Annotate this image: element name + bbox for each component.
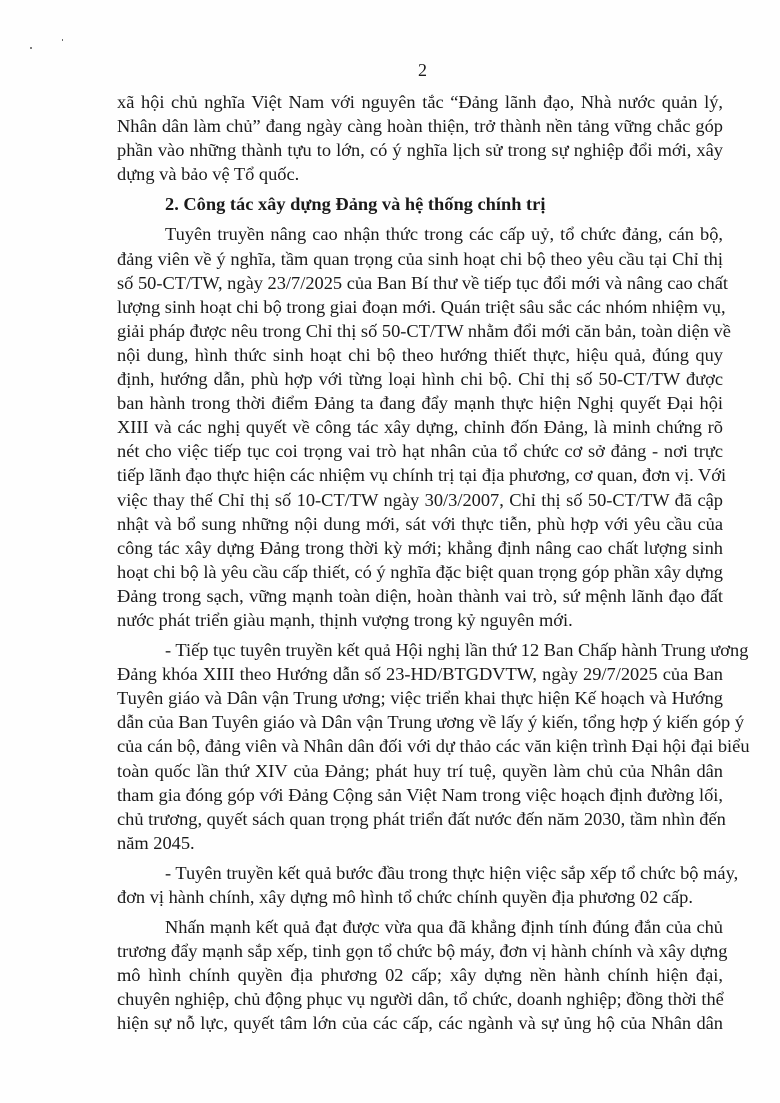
text-line: việc thay thế Chỉ thị số 10-CT/TW ngày 30/3/2007, Chỉ thị số 50-CT/TW đã cập xyxy=(117,489,723,510)
text-line: tiếp lãnh đạo thực hiện các nhiệm vụ chính trị tại địa phương, cơ quan, đơn vị. Với xyxy=(117,465,727,486)
text-line: định, hướng dẫn, phù hợp với từng loại hình chi bộ. Chỉ thị số 50-CT/TW được xyxy=(117,369,723,390)
text-line: hoạt chi bộ là yêu cầu cấp thiết, có ý nghĩa đặc biệt quan trọng góp phần xây dựng xyxy=(117,561,723,582)
text-line: Nhấn mạnh kết quả đạt được vừa qua đã khẳng định tính đúng đắn của chủ xyxy=(165,917,723,938)
document-body xyxy=(117,90,750,1042)
text-line: tham gia đóng góp với Đảng Cộng sản Việt Nam trong việc hoạch định đường lối, xyxy=(117,784,723,805)
text-line: nước phát triển giàu mạnh, thịnh vượng trong kỷ nguyên mới. xyxy=(117,609,573,630)
paragraph xyxy=(117,638,750,855)
text-line: giải pháp được nêu trong Chỉ thị số 50-CT/TW nhằm đổi mới căn bản, toàn diện về xyxy=(117,320,731,341)
text-line: của cán bộ, đảng viên và Nhân dân đối với dự thảo các văn kiện trình Đại hội đại biểu xyxy=(117,736,750,757)
text-line: Đảng trong sạch, vững mạnh toàn diện, hoàn thành vai trò, sứ mệnh lãnh đạo đất xyxy=(117,585,723,606)
paragraph xyxy=(117,915,728,1035)
text-line: đảng viên về ý nghĩa, tầm quan trọng của sinh hoạt chi bộ theo yêu cầu tại Chỉ thị xyxy=(117,248,723,269)
text-line: chủ trương, quyết sách quan trọng phát triển đất nước đến năm 2030, tầm nhìn đến xyxy=(117,808,726,829)
text-line: mô hình chính quyền địa phương 02 cấp; xây dựng nền hành chính hiện đại, xyxy=(117,965,723,986)
text-line: chuyên nghiệp, chủ động phục vụ người dân, tổ chức, doanh nghiệp; đồng thời thể xyxy=(117,989,724,1010)
scan-speck xyxy=(62,39,63,41)
text-line: Nhân dân làm chủ” đang ngày càng hoàn thiện, trở thành nền tảng vững chắc góp xyxy=(117,116,723,137)
text-line: năm 2045. xyxy=(117,832,195,853)
scan-speck xyxy=(30,47,32,49)
text-line: dựng và bảo vệ Tổ quốc. xyxy=(117,164,300,185)
text-line: số 50-CT/TW, ngày 23/7/2025 của Ban Bí thư về tiếp tục đổi mới và nâng cao chất xyxy=(117,272,728,293)
text-line: nhật và bổ sung những nội dung mới, sát với thực tiễn, phù hợp với yêu cầu của xyxy=(117,513,723,534)
text-line: Tuyên truyền nâng cao nhận thức trong các cấp uỷ, tổ chức đảng, cán bộ, xyxy=(165,224,723,245)
section-heading: 2. Công tác xây dựng Đảng và hệ thống chính trị xyxy=(165,194,546,215)
text-line: nội dung, hình thức sinh hoạt chi bộ theo hướng thiết thực, hiệu quả, đúng quy xyxy=(117,344,723,365)
text-line: công tác xây dựng Đảng trong thời kỳ mới; khẳng định nâng cao chất lượng sinh xyxy=(117,537,723,558)
text-line: trương đẩy mạnh sắp xếp, tinh gọn tổ chức bộ máy, đơn vị hành chính và xây dựng xyxy=(117,941,728,962)
text-line: XIII và các nghị quyết về công tác xây dựng, chỉnh đốn Đảng, là minh chứng rõ xyxy=(117,417,723,438)
text-line: Tuyên giáo và Dân vận Trung ương; việc triển khai thực hiện Kế hoạch và Hướng xyxy=(117,688,723,709)
text-line: dẫn của Ban Tuyên giáo và Dân vận Trung ương về lấy ý kiến, tổng hợp ý kiến góp ý xyxy=(117,712,745,733)
text-line: hiện sự nỗ lực, quyết tâm lớn của các cấp, các ngành và sự ủng hộ của Nhân dân xyxy=(117,1013,723,1034)
text-line: toàn quốc lần thứ XIV của Đảng; phát huy trí tuệ, quyền làm chủ của Nhân dân xyxy=(117,760,723,781)
paragraph xyxy=(117,222,731,632)
page-number: 2 xyxy=(418,60,427,80)
text-line: - Tuyên truyền kết quả bước đầu trong thực hiện việc sắp xếp tổ chức bộ máy, xyxy=(165,862,739,883)
paragraph xyxy=(117,861,739,909)
text-line: xã hội chủ nghĩa Việt Nam với nguyên tắc “Đảng lãnh đạo, Nhà nước quản lý, xyxy=(117,92,723,112)
text-line: ban hành trong thời điểm Đảng ta đang đẩy mạnh thực hiện Nghị quyết Đại hội xyxy=(117,393,723,414)
text-line: lượng sinh hoạt chi bộ trong giai đoạn mới. Quán triệt sâu sắc các nhóm nhiệm vụ, xyxy=(117,296,726,317)
text-line: phần vào những thành tựu to lớn, có ý nghĩa lịch sử trong sự nghiệp đổi mới, xây xyxy=(117,140,723,161)
text-line: nét cho việc tiếp tục coi trọng vai trò hạt nhân của tổ chức cơ sở đảng - nơi trực xyxy=(117,441,723,462)
text-line: - Tiếp tục tuyên truyền kết quả Hội nghị lần thứ 12 Ban Chấp hành Trung ương xyxy=(165,640,749,661)
text-line: đơn vị hành chính, xây dựng mô hình tổ chức chính quyền địa phương 02 cấp. xyxy=(117,887,693,907)
text-line: Đảng khóa XIII theo Hướng dẫn số 23-HD/BTGDVTW, ngày 29/7/2025 của Ban xyxy=(117,664,723,685)
paragraph xyxy=(117,90,723,186)
